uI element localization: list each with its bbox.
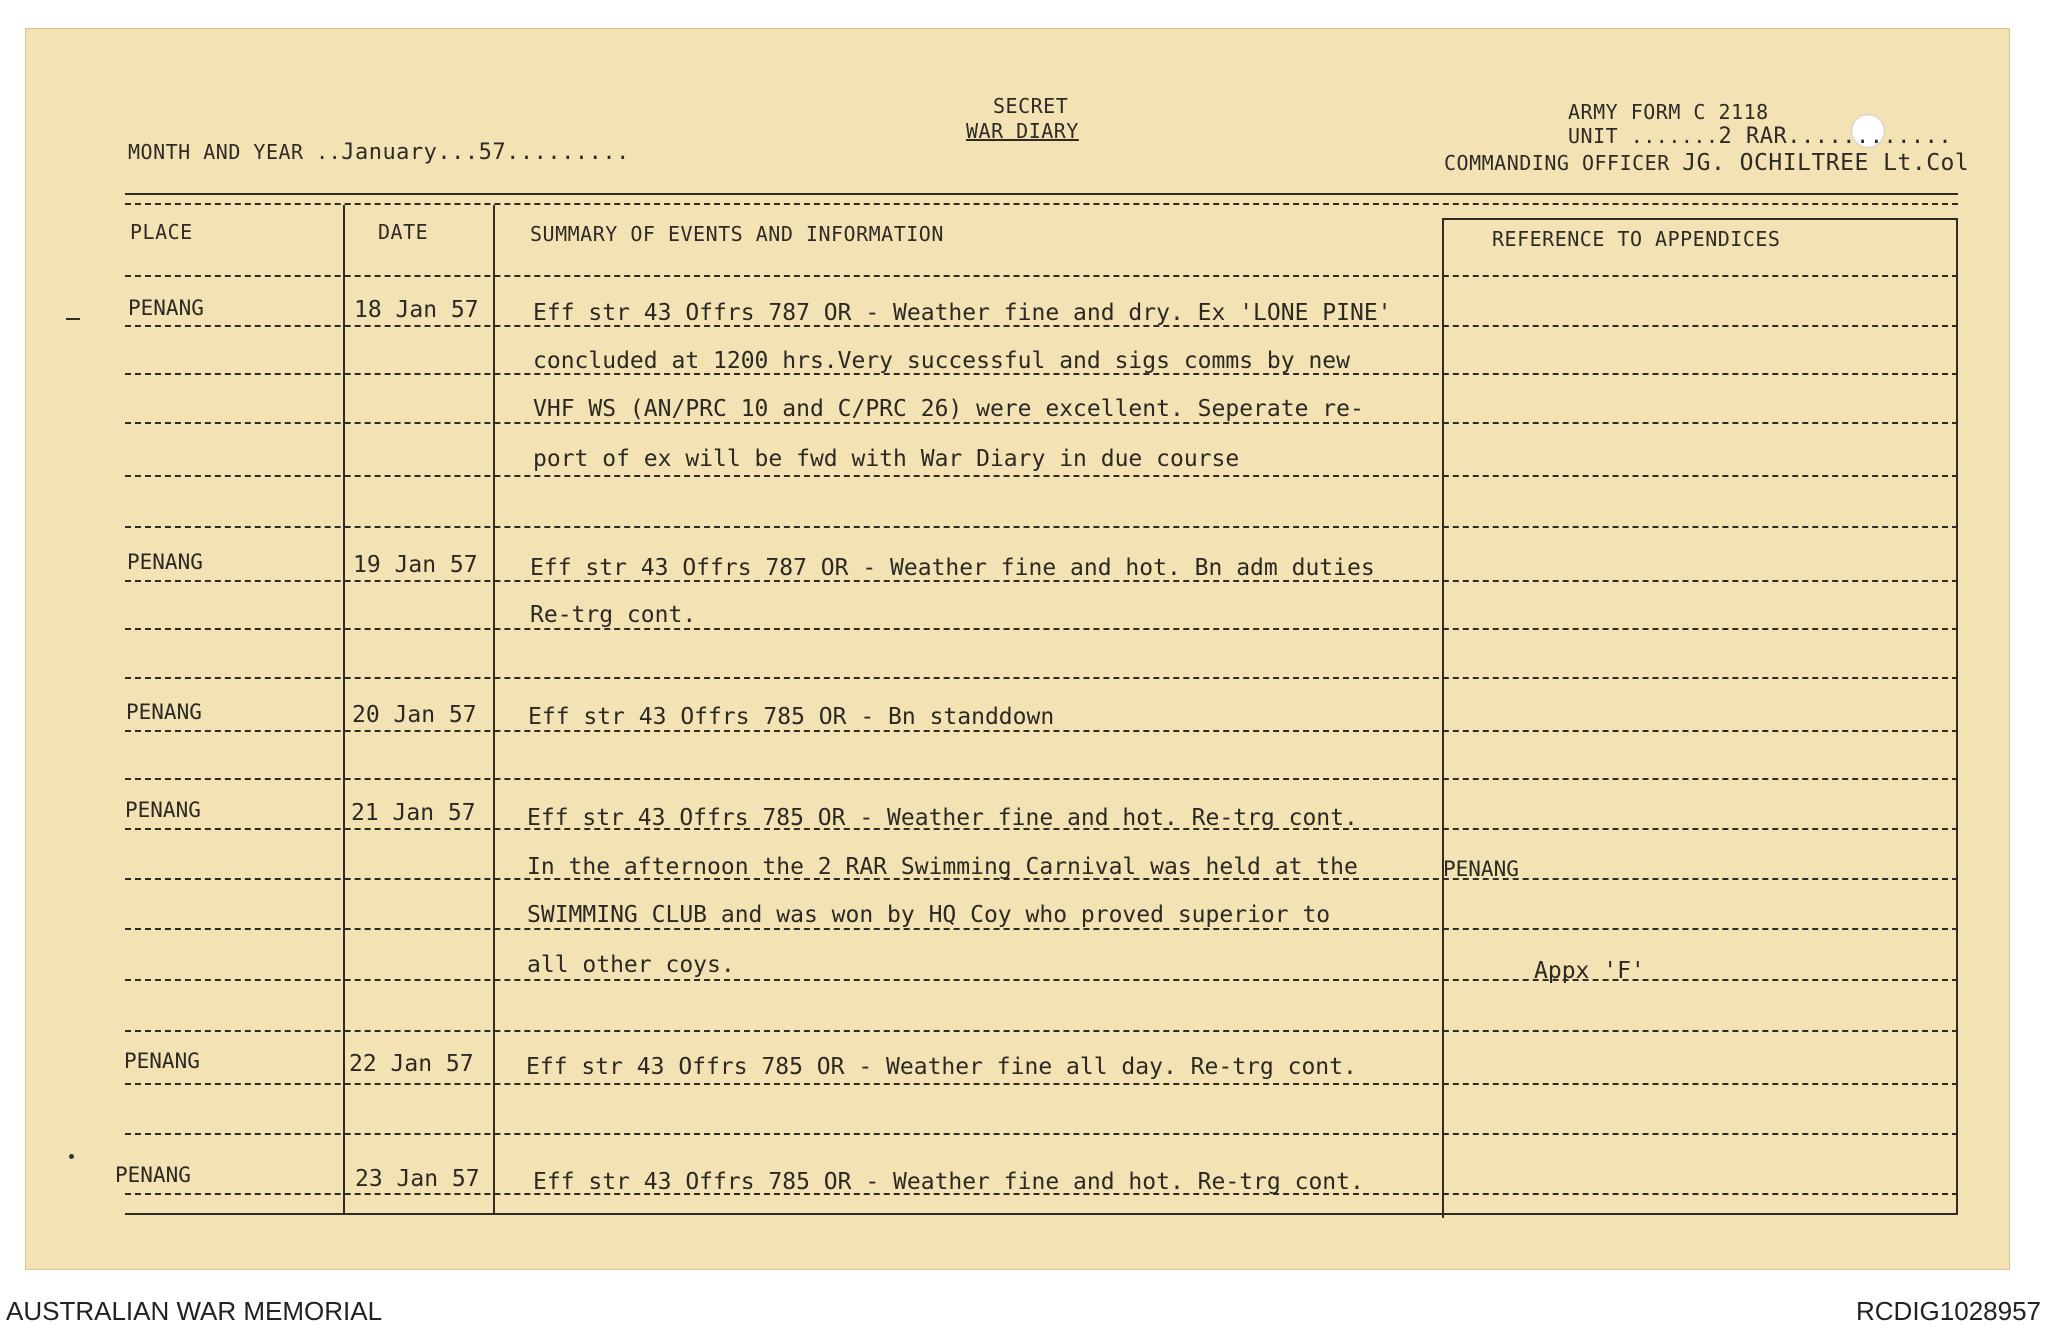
reference-place: PENANG bbox=[1443, 857, 1519, 881]
archive-credit: AUSTRALIAN WAR MEMORIAL bbox=[6, 1296, 383, 1326]
entry-place: PENANG bbox=[115, 1163, 191, 1187]
column-header-date: DATE bbox=[378, 220, 429, 244]
column-header-place: PLACE bbox=[130, 220, 193, 244]
month-year-line bbox=[128, 140, 630, 165]
entry-line: Re-trg cont. bbox=[530, 602, 697, 628]
ruled-line bbox=[125, 778, 1958, 780]
entry-line: Eff str 43 Offrs 785 OR - Bn standdown bbox=[528, 704, 1055, 730]
entry-place: PENANG bbox=[127, 550, 203, 574]
entry-line: Eff str 43 Offrs 785 OR - Weather fine all day. Re-trg cont. bbox=[526, 1054, 1357, 1080]
entry-date: 20 Jan 57 bbox=[352, 702, 477, 728]
entry-line: In the afternoon the 2 RAR Swimming Carnival was held at the bbox=[527, 854, 1358, 880]
secret-marking: SECRET bbox=[993, 94, 1069, 118]
reference-header-rule bbox=[1442, 218, 1956, 220]
margin-tick bbox=[66, 318, 80, 320]
entry-line: Eff str 43 Offrs 787 OR - Weather fine and hot. Bn adm duties bbox=[530, 555, 1375, 581]
ruled-line bbox=[125, 1083, 1958, 1085]
unit-line bbox=[1568, 124, 1952, 149]
ruled-line bbox=[125, 730, 1958, 732]
entry-line: Eff str 43 Offrs 787 OR - Weather fine and dry. Ex 'LONE PINE' bbox=[533, 300, 1392, 326]
table-right-border bbox=[1956, 218, 1958, 1213]
column-header-reference: REFERENCE TO APPENDICES bbox=[1492, 227, 1781, 251]
entry-date: 22 Jan 57 bbox=[349, 1051, 474, 1077]
table-top-rule bbox=[125, 193, 1958, 195]
entry-date: 23 Jan 57 bbox=[355, 1166, 480, 1192]
entry-line: VHF WS (AN/PRC 10 and C/PRC 26) were excellent. Seperate re- bbox=[533, 396, 1364, 422]
column-header-summary: SUMMARY OF EVENTS AND INFORMATION bbox=[530, 222, 944, 246]
ruled-line bbox=[125, 526, 1958, 528]
month-year-value: January...57......... bbox=[341, 140, 630, 165]
entry-date: 19 Jan 57 bbox=[353, 552, 478, 578]
ruled-line bbox=[125, 422, 1958, 424]
entry-line: Eff str 43 Offrs 785 OR - Weather fine and hot. Re-trg cont. bbox=[533, 1169, 1364, 1195]
table-bottom-rule bbox=[125, 1213, 1958, 1215]
entry-place: PENANG bbox=[128, 296, 204, 320]
column-divider-summary-reference bbox=[1442, 218, 1444, 1218]
margin-dot bbox=[69, 1154, 74, 1159]
entry-line: port of ex will be fwd with War Diary in due course bbox=[533, 446, 1240, 472]
table-top-rule-second bbox=[125, 203, 1958, 205]
page-title: WAR DIARY bbox=[966, 119, 1079, 143]
entry-place: PENANG bbox=[126, 700, 202, 724]
header-separator-rule bbox=[125, 275, 1958, 277]
ruled-line bbox=[125, 979, 1958, 981]
column-divider-date-summary bbox=[493, 205, 495, 1215]
entry-line: all other coys. bbox=[527, 952, 735, 978]
entry-line: concluded at 1200 hrs.Very successful and sigs comms by new bbox=[533, 348, 1350, 374]
entry-line: Eff str 43 Offrs 785 OR - Weather fine and hot. Re-trg cont. bbox=[527, 805, 1358, 831]
month-year-label: MONTH AND YEAR .. bbox=[128, 140, 342, 164]
ruled-line bbox=[125, 1030, 1958, 1032]
ruled-line bbox=[125, 677, 1958, 679]
entry-place: PENANG bbox=[124, 1049, 200, 1073]
unit-label: UNIT ....... bbox=[1568, 124, 1719, 148]
ruled-line bbox=[125, 628, 1958, 630]
co-label: COMMANDING OFFICER bbox=[1444, 151, 1670, 175]
unit-value: 2 RAR............ bbox=[1718, 124, 1953, 149]
ruled-line bbox=[125, 475, 1958, 477]
ruled-line bbox=[125, 928, 1958, 930]
archive-id: RCDIG1028957 bbox=[1856, 1296, 2041, 1326]
co-value: JG. OCHILTREE Lt.Col bbox=[1682, 150, 1970, 176]
entry-date: 18 Jan 57 bbox=[354, 297, 479, 323]
entry-date: 21 Jan 57 bbox=[351, 800, 476, 826]
entry-line: SWIMMING CLUB and was won by HQ Coy who proved superior to bbox=[527, 902, 1331, 928]
entry-place: PENANG bbox=[125, 798, 201, 822]
reference-appendix: Appx 'F' bbox=[1534, 958, 1645, 984]
column-divider-place-date bbox=[343, 205, 345, 1215]
ruled-line bbox=[125, 1133, 1958, 1135]
army-form-number: ARMY FORM C 2118 bbox=[1568, 100, 1769, 124]
commanding-officer-line bbox=[1444, 150, 1969, 176]
